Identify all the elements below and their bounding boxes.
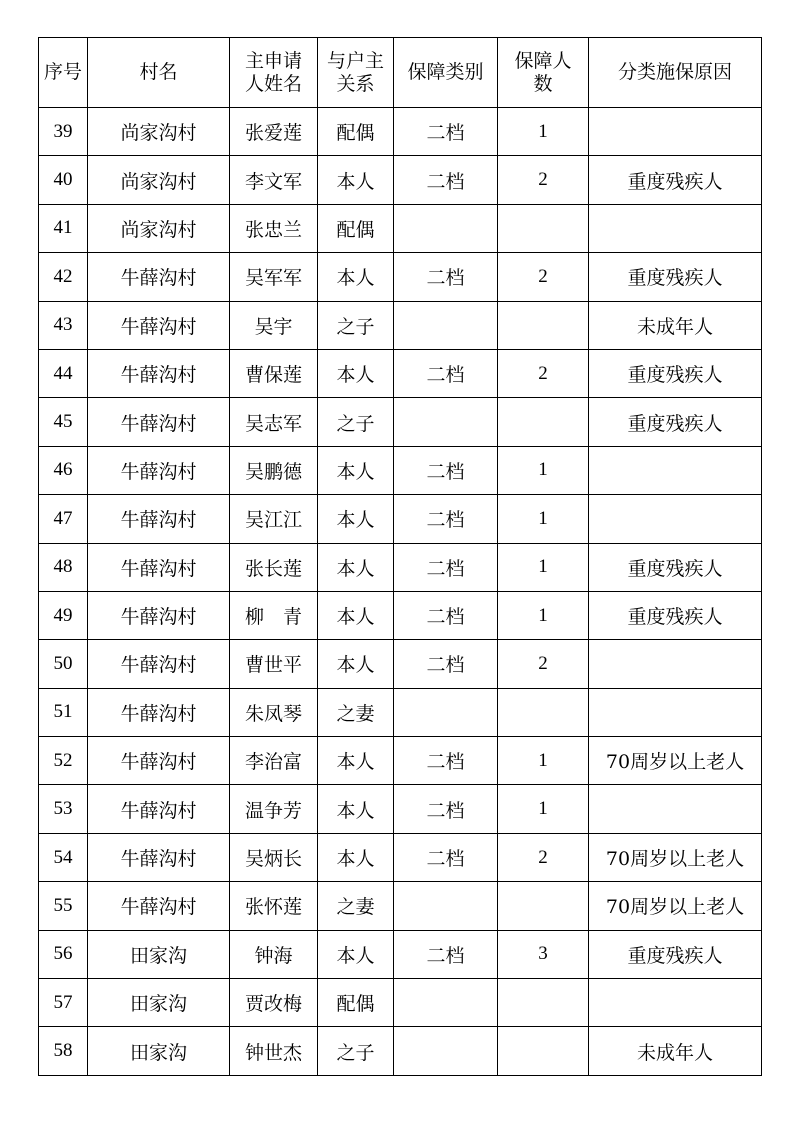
cell-village: 牛薛沟村 [88, 640, 230, 688]
cell-applicant-name: 张忠兰 [230, 204, 318, 252]
cell-index: 58 [39, 1027, 88, 1075]
cell-index: 42 [39, 253, 88, 301]
cell-category [394, 301, 498, 349]
cell-count: 1 [498, 495, 589, 543]
cell-category: 二档 [394, 785, 498, 833]
cell-village: 田家沟 [88, 979, 230, 1027]
table-row [39, 301, 762, 349]
cell-applicant-name: 曹世平 [230, 640, 318, 688]
cell-relation: 本人 [318, 640, 394, 688]
cell-applicant-name: 吴江江 [230, 495, 318, 543]
cell-reason: 重度残疾人 [589, 930, 762, 978]
cell-index: 41 [39, 204, 88, 252]
cell-index: 52 [39, 737, 88, 785]
table-row [39, 156, 762, 204]
cell-count [498, 1027, 589, 1075]
cell-count: 1 [498, 543, 589, 591]
cell-count: 2 [498, 640, 589, 688]
cell-relation: 本人 [318, 833, 394, 881]
cell-index: 45 [39, 398, 88, 446]
cell-index: 51 [39, 688, 88, 736]
cell-index: 56 [39, 930, 88, 978]
cell-applicant-name: 吴志军 [230, 398, 318, 446]
cell-reason [589, 446, 762, 494]
cell-village: 牛薛沟村 [88, 349, 230, 397]
cell-applicant-name: 温争芳 [230, 785, 318, 833]
header-index: 序号 [39, 38, 88, 108]
cell-reason [589, 108, 762, 156]
cell-applicant-name: 吴炳长 [230, 833, 318, 881]
cell-reason: 未成年人 [589, 1027, 762, 1075]
table-row [39, 591, 762, 639]
cell-count [498, 398, 589, 446]
header-reason: 分类施保原因 [589, 38, 762, 108]
cell-applicant-name: 李文军 [230, 156, 318, 204]
table-row [39, 398, 762, 446]
cell-count: 1 [498, 591, 589, 639]
table-row [39, 108, 762, 156]
cell-relation: 本人 [318, 446, 394, 494]
cell-relation: 配偶 [318, 204, 394, 252]
table-row [39, 785, 762, 833]
cell-village: 牛薛沟村 [88, 301, 230, 349]
cell-reason [589, 204, 762, 252]
cell-index: 49 [39, 591, 88, 639]
cell-relation: 之妻 [318, 882, 394, 930]
cell-category: 二档 [394, 737, 498, 785]
header-count: 保障人 数 [498, 38, 589, 108]
cell-count: 2 [498, 833, 589, 881]
cell-reason: 70周岁以上老人 [589, 737, 762, 785]
cell-reason [589, 640, 762, 688]
header-applicant: 主申请 人姓名 [230, 38, 318, 108]
cell-category: 二档 [394, 833, 498, 881]
cell-count: 2 [498, 349, 589, 397]
cell-count [498, 979, 589, 1027]
cell-category [394, 688, 498, 736]
cell-village: 田家沟 [88, 930, 230, 978]
cell-index: 53 [39, 785, 88, 833]
cell-category [394, 882, 498, 930]
cell-village: 牛薛沟村 [88, 688, 230, 736]
cell-reason: 70周岁以上老人 [589, 833, 762, 881]
cell-index: 46 [39, 446, 88, 494]
table-row [39, 833, 762, 881]
cell-village: 尚家沟村 [88, 156, 230, 204]
table-row [39, 882, 762, 930]
table-row [39, 640, 762, 688]
cell-category: 二档 [394, 446, 498, 494]
cell-village: 牛薛沟村 [88, 398, 230, 446]
cell-relation: 之妻 [318, 688, 394, 736]
cell-category [394, 204, 498, 252]
table-body [39, 108, 762, 1076]
header-village: 村名 [88, 38, 230, 108]
cell-relation: 本人 [318, 349, 394, 397]
cell-index: 48 [39, 543, 88, 591]
table-row [39, 204, 762, 252]
cell-applicant-name: 朱凤琴 [230, 688, 318, 736]
cell-count: 2 [498, 253, 589, 301]
cell-relation: 本人 [318, 930, 394, 978]
cell-reason [589, 785, 762, 833]
cell-category: 二档 [394, 156, 498, 204]
cell-village: 牛薛沟村 [88, 543, 230, 591]
table-row [39, 253, 762, 301]
cell-village: 牛薛沟村 [88, 833, 230, 881]
cell-applicant-name: 吴宇 [230, 301, 318, 349]
cell-relation: 配偶 [318, 108, 394, 156]
cell-count: 1 [498, 737, 589, 785]
cell-index: 43 [39, 301, 88, 349]
table-row [39, 446, 762, 494]
header-category: 保障类别 [394, 38, 498, 108]
cell-index: 54 [39, 833, 88, 881]
cell-reason: 重度残疾人 [589, 349, 762, 397]
cell-relation: 本人 [318, 156, 394, 204]
cell-count [498, 301, 589, 349]
cell-village: 牛薛沟村 [88, 446, 230, 494]
cell-category: 二档 [394, 543, 498, 591]
cell-index: 50 [39, 640, 88, 688]
cell-count: 1 [498, 446, 589, 494]
cell-category: 二档 [394, 253, 498, 301]
table-row [39, 737, 762, 785]
cell-category: 二档 [394, 349, 498, 397]
cell-village: 牛薛沟村 [88, 591, 230, 639]
cell-reason [589, 979, 762, 1027]
cell-relation: 之子 [318, 301, 394, 349]
cell-applicant-name: 吴鹏德 [230, 446, 318, 494]
cell-reason [589, 495, 762, 543]
cell-category [394, 1027, 498, 1075]
cell-applicant-name: 贾改梅 [230, 979, 318, 1027]
cell-reason: 重度残疾人 [589, 591, 762, 639]
cell-applicant-name: 曹保莲 [230, 349, 318, 397]
cell-reason: 重度残疾人 [589, 543, 762, 591]
cell-applicant-name: 柳 青 [230, 591, 318, 639]
cell-category: 二档 [394, 495, 498, 543]
cell-village: 尚家沟村 [88, 204, 230, 252]
cell-category: 二档 [394, 591, 498, 639]
cell-relation: 本人 [318, 591, 394, 639]
cell-count: 1 [498, 785, 589, 833]
cell-index: 39 [39, 108, 88, 156]
table-row [39, 979, 762, 1027]
cell-applicant-name: 钟世杰 [230, 1027, 318, 1075]
cell-index: 47 [39, 495, 88, 543]
cell-index: 55 [39, 882, 88, 930]
cell-reason [589, 688, 762, 736]
cell-relation: 之子 [318, 1027, 394, 1075]
cell-reason: 重度残疾人 [589, 253, 762, 301]
cell-applicant-name: 张怀莲 [230, 882, 318, 930]
header-relation: 与户主 关系 [318, 38, 394, 108]
cell-applicant-name: 张爱莲 [230, 108, 318, 156]
table-row [39, 349, 762, 397]
table-row [39, 495, 762, 543]
table-row [39, 930, 762, 978]
cell-count [498, 204, 589, 252]
cell-relation: 本人 [318, 785, 394, 833]
cell-category: 二档 [394, 108, 498, 156]
cell-reason: 未成年人 [589, 301, 762, 349]
cell-category: 二档 [394, 640, 498, 688]
cell-reason: 重度残疾人 [589, 398, 762, 446]
cell-count [498, 688, 589, 736]
cell-village: 牛薛沟村 [88, 253, 230, 301]
cell-category: 二档 [394, 930, 498, 978]
cell-applicant-name: 张长莲 [230, 543, 318, 591]
table-row [39, 1027, 762, 1075]
cell-index: 44 [39, 349, 88, 397]
cell-count: 1 [498, 108, 589, 156]
cell-village: 尚家沟村 [88, 108, 230, 156]
cell-village: 牛薛沟村 [88, 882, 230, 930]
cell-reason: 重度残疾人 [589, 156, 762, 204]
cell-relation: 之子 [318, 398, 394, 446]
cell-village: 田家沟 [88, 1027, 230, 1075]
cell-village: 牛薛沟村 [88, 785, 230, 833]
cell-village: 牛薛沟村 [88, 737, 230, 785]
cell-relation: 配偶 [318, 979, 394, 1027]
cell-count: 3 [498, 930, 589, 978]
cell-relation: 本人 [318, 495, 394, 543]
cell-relation: 本人 [318, 253, 394, 301]
header-row [39, 38, 762, 108]
cell-applicant-name: 吴军军 [230, 253, 318, 301]
cell-relation: 本人 [318, 737, 394, 785]
cell-index: 57 [39, 979, 88, 1027]
cell-village: 牛薛沟村 [88, 495, 230, 543]
cell-relation: 本人 [318, 543, 394, 591]
cell-applicant-name: 钟海 [230, 930, 318, 978]
assistance-roster-table [38, 37, 762, 1076]
cell-category [394, 398, 498, 446]
cell-applicant-name: 李治富 [230, 737, 318, 785]
table-row [39, 688, 762, 736]
cell-category [394, 979, 498, 1027]
cell-index: 40 [39, 156, 88, 204]
cell-count: 2 [498, 156, 589, 204]
cell-reason: 70周岁以上老人 [589, 882, 762, 930]
cell-count [498, 882, 589, 930]
table-row [39, 543, 762, 591]
